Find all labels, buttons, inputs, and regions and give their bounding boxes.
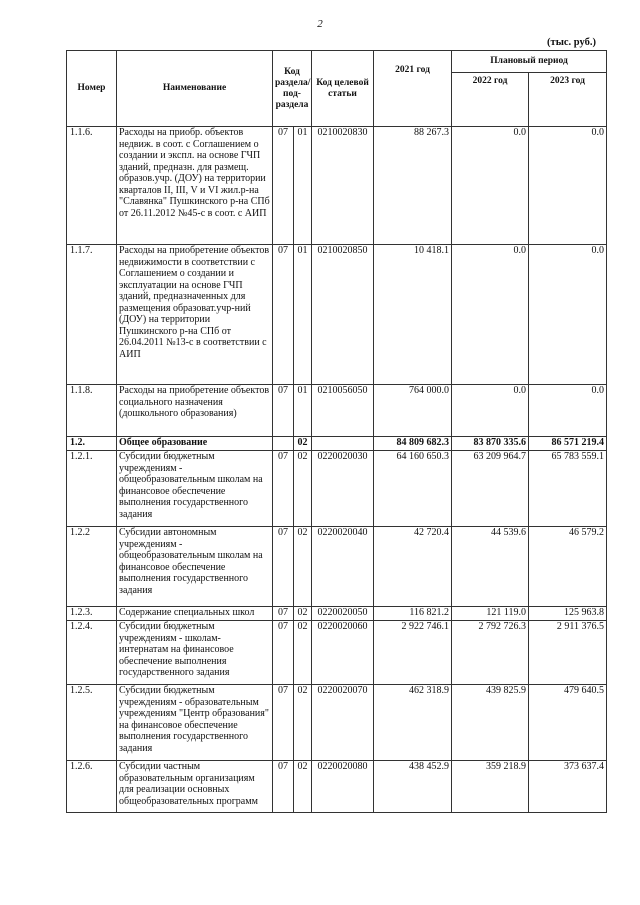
row-number: 1.2.4. bbox=[67, 621, 117, 685]
row-value-2021: 42 720.4 bbox=[374, 527, 452, 607]
row-name: Субсидии автономным учреждениям - общеобразовательным школам на финансовое обеспечение выполнения государственного задания bbox=[117, 527, 273, 607]
row-subsection-code: 01 bbox=[294, 385, 312, 437]
table-row bbox=[67, 527, 607, 607]
row-section-code: 07 bbox=[273, 451, 294, 527]
row-subsection-code: 02 bbox=[294, 437, 312, 451]
row-name: Субсидии бюджетным учреждениям - общеобразовательным школам на финансовое обеспечение выполнения государственного задания bbox=[117, 451, 273, 527]
row-name: Субсидии бюджетным учреждениям - образовательным учреждениям "Центр образования" на финансовое обеспечение выполнения государственного задания bbox=[117, 685, 273, 761]
header-year-2022: 2022 год bbox=[452, 73, 529, 127]
row-subsection-code: 02 bbox=[294, 621, 312, 685]
row-value-2023: 479 640.5 bbox=[529, 685, 607, 761]
table-row bbox=[67, 761, 607, 813]
row-value-2023: 0.0 bbox=[529, 385, 607, 437]
header-section-code: Код раздела/ под-раздела bbox=[273, 51, 312, 127]
row-name: Субсидии частным образовательным организациям для реализации основных общеобразовательных программ bbox=[117, 761, 273, 813]
row-value-2022: 2 792 726.3 bbox=[452, 621, 529, 685]
row-number: 1.2.3. bbox=[67, 607, 117, 621]
row-value-2021: 462 318.9 bbox=[374, 685, 452, 761]
row-target-code: 0210056050 bbox=[312, 385, 374, 437]
table-body bbox=[67, 127, 607, 813]
row-value-2023: 86 571 219.4 bbox=[529, 437, 607, 451]
row-value-2021: 10 418.1 bbox=[374, 245, 452, 385]
row-section-code: 07 bbox=[273, 607, 294, 621]
header-year-2023: 2023 год bbox=[529, 73, 607, 127]
row-section-code: 07 bbox=[273, 385, 294, 437]
row-name: Общее образование bbox=[117, 437, 273, 451]
row-value-2021: 438 452.9 bbox=[374, 761, 452, 813]
row-target-code: 0220020040 bbox=[312, 527, 374, 607]
table-row bbox=[67, 621, 607, 685]
row-value-2021: 84 809 682.3 bbox=[374, 437, 452, 451]
row-number: 1.2.2 bbox=[67, 527, 117, 607]
row-subsection-code: 02 bbox=[294, 685, 312, 761]
row-target-code: 0220020070 bbox=[312, 685, 374, 761]
row-value-2022: 63 209 964.7 bbox=[452, 451, 529, 527]
row-target-code: 0220020080 bbox=[312, 761, 374, 813]
table-row bbox=[67, 245, 607, 385]
row-subsection-code: 01 bbox=[294, 127, 312, 245]
row-number: 1.1.7. bbox=[67, 245, 117, 385]
header-name: Наименование bbox=[117, 51, 273, 127]
row-target-code: 0220020050 bbox=[312, 607, 374, 621]
table-row bbox=[67, 607, 607, 621]
row-number: 1.2. bbox=[67, 437, 117, 451]
row-section-code bbox=[273, 437, 294, 451]
row-section-code: 07 bbox=[273, 527, 294, 607]
row-number: 1.1.8. bbox=[67, 385, 117, 437]
header-target-code: Код целевой статьи bbox=[312, 51, 374, 127]
units-label: (тыс. руб.) bbox=[547, 37, 596, 48]
row-section-code: 07 bbox=[273, 621, 294, 685]
row-name: Расходы на приобр. объектов недвиж. в соот. с Соглашением о создании и экспл. на основе ГЧП зданий, предназн. для размещ. образов.учр. (ДОУ) на территории кварталов II, III, V и VI жил.р-на "Славянка" Пушкинского р-на СПб от 26.11.2012 №45-с в соот. с АИП bbox=[117, 127, 273, 245]
row-value-2021: 64 160 650.3 bbox=[374, 451, 452, 527]
row-section-code: 07 bbox=[273, 761, 294, 813]
row-name: Расходы на приобретение объектов социального назначения (дошкольного образования) bbox=[117, 385, 273, 437]
row-subsection-code: 02 bbox=[294, 607, 312, 621]
row-value-2022: 359 218.9 bbox=[452, 761, 529, 813]
row-value-2022: 121 119.0 bbox=[452, 607, 529, 621]
table-row bbox=[67, 685, 607, 761]
row-subsection-code: 02 bbox=[294, 451, 312, 527]
row-value-2021: 88 267.3 bbox=[374, 127, 452, 245]
row-section-code: 07 bbox=[273, 127, 294, 245]
row-value-2022: 44 539.6 bbox=[452, 527, 529, 607]
row-name: Субсидии бюджетным учреждениям - школам-интернатам на финансовое обеспечение выполнения государственного задания bbox=[117, 621, 273, 685]
row-value-2022: 0.0 bbox=[452, 127, 529, 245]
budget-table bbox=[66, 50, 607, 813]
row-number: 1.1.6. bbox=[67, 127, 117, 245]
row-subsection-code: 02 bbox=[294, 761, 312, 813]
row-value-2021: 2 922 746.1 bbox=[374, 621, 452, 685]
row-target-code: 0210020850 bbox=[312, 245, 374, 385]
row-target-code bbox=[312, 437, 374, 451]
row-name: Содержание специальных школ bbox=[117, 607, 273, 621]
row-value-2023: 65 783 559.1 bbox=[529, 451, 607, 527]
row-value-2022: 83 870 335.6 bbox=[452, 437, 529, 451]
row-value-2023: 0.0 bbox=[529, 127, 607, 245]
row-value-2023: 46 579.2 bbox=[529, 527, 607, 607]
row-subsection-code: 01 bbox=[294, 245, 312, 385]
header-plan-period: Плановый период bbox=[452, 51, 607, 73]
row-value-2021: 764 000.0 bbox=[374, 385, 452, 437]
row-subsection-code: 02 bbox=[294, 527, 312, 607]
row-value-2021: 116 821.2 bbox=[374, 607, 452, 621]
row-value-2023: 0.0 bbox=[529, 245, 607, 385]
row-value-2023: 2 911 376.5 bbox=[529, 621, 607, 685]
row-number: 1.2.5. bbox=[67, 685, 117, 761]
row-value-2022: 0.0 bbox=[452, 245, 529, 385]
table-row bbox=[67, 385, 607, 437]
row-value-2023: 373 637.4 bbox=[529, 761, 607, 813]
row-target-code: 0210020830 bbox=[312, 127, 374, 245]
row-section-code: 07 bbox=[273, 685, 294, 761]
row-section-code: 07 bbox=[273, 245, 294, 385]
table-row bbox=[67, 451, 607, 527]
page-number: 2 bbox=[317, 18, 323, 30]
row-target-code: 0220020060 bbox=[312, 621, 374, 685]
header-year-2021: 2021 год bbox=[374, 51, 452, 127]
header-number: Номер bbox=[67, 51, 117, 127]
table-row bbox=[67, 437, 607, 451]
row-value-2022: 0.0 bbox=[452, 385, 529, 437]
row-value-2023: 125 963.8 bbox=[529, 607, 607, 621]
row-number: 1.2.1. bbox=[67, 451, 117, 527]
row-value-2022: 439 825.9 bbox=[452, 685, 529, 761]
row-number: 1.2.6. bbox=[67, 761, 117, 813]
row-name: Расходы на приобретение объектов недвижимости в соответствии с Соглашением о создании и эксплуатации на основе ГЧП зданий, предназначенных для размещения образоват.учр-ний (ДОУ) на территории Пушкинского р-на СПб от 26.04.2011 №13-с в соответствии с АИП bbox=[117, 245, 273, 385]
row-target-code: 0220020030 bbox=[312, 451, 374, 527]
table-row bbox=[67, 127, 607, 245]
